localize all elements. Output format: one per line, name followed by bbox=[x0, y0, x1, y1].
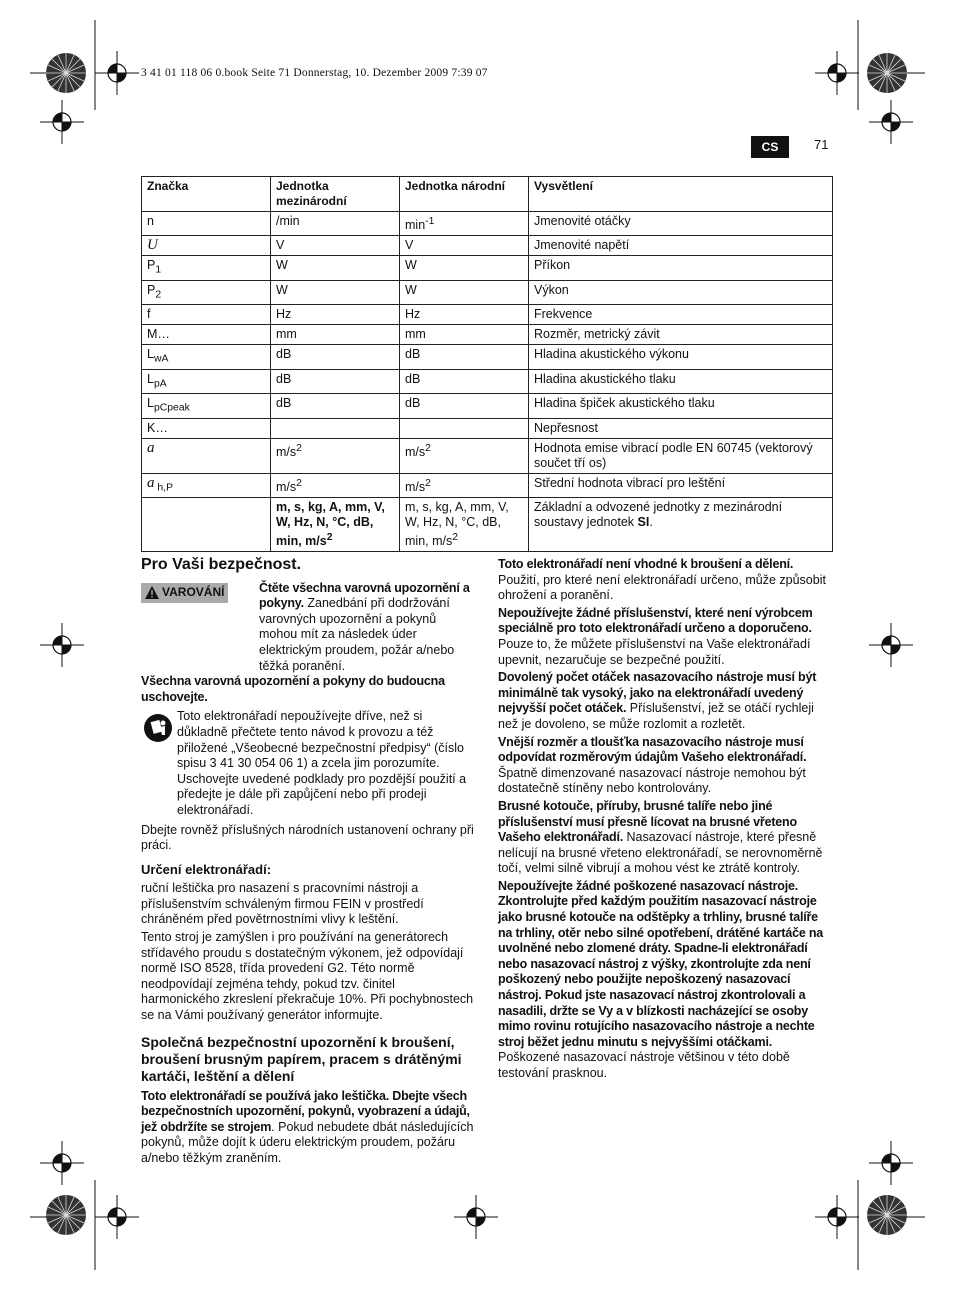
intl-unit-cell bbox=[271, 325, 400, 345]
cell-text: U bbox=[147, 237, 158, 254]
national-unit-cell bbox=[400, 236, 529, 256]
cell-text: dB bbox=[405, 347, 421, 362]
cell-text: W bbox=[405, 282, 417, 297]
table-row bbox=[142, 473, 833, 498]
cell-text: dB bbox=[276, 396, 292, 411]
national-unit-cell bbox=[400, 280, 529, 305]
cell-text: pA bbox=[153, 378, 167, 390]
symbol-cell bbox=[142, 394, 271, 419]
table-row bbox=[142, 305, 833, 325]
cell-text: mm bbox=[405, 327, 426, 342]
cell-text: Základní a odvozené jednotky z mezinárodní soustavy jednotek bbox=[534, 500, 783, 530]
cell-text: Hodnota emise vibrací podle EN 60745 (vektorový součet tří os) bbox=[534, 440, 813, 470]
warning-badge bbox=[141, 583, 228, 603]
file-info-line: 3 41 01 118 06 0.book Seite 71 Donnerstag, 10. Dezember 2009 7:39 07 bbox=[141, 67, 488, 79]
description-cell bbox=[529, 256, 833, 281]
common-safety-heading: Společná bezpečnostní upozornění k broušení, broušení brusným papírem, pracem s drátěnými kartáči, leštění a dělení bbox=[141, 1033, 462, 1084]
language-badge: CS bbox=[751, 136, 789, 158]
table-row bbox=[142, 418, 833, 438]
cell-text: 2 bbox=[452, 532, 459, 544]
table-header: Jednotka mezinárodní bbox=[271, 177, 400, 212]
description-cell bbox=[529, 280, 833, 305]
cell-text: M… bbox=[147, 327, 170, 342]
intl-unit-cell bbox=[271, 473, 400, 498]
r5-bold: Brusné kotouče, příruby, brusné talíře nebo jiné příslušenství musí přesně lícovat na brusné vřeteno Vašeho elektronářadí. bbox=[498, 798, 797, 845]
intl-unit-cell bbox=[271, 345, 400, 370]
cell-text: V bbox=[276, 238, 285, 253]
intl-unit-cell bbox=[271, 394, 400, 419]
cell-text: m/s bbox=[276, 444, 297, 459]
cell-text: Příkon bbox=[534, 258, 571, 273]
cell-text: W bbox=[276, 258, 288, 273]
common-text: . Pokud nebudete dbát následujících pokynů, může dojít k úderu elektrickým proudem, požáru a/nebo těžkým zraněním. bbox=[141, 1119, 474, 1165]
cell-text: mm bbox=[276, 327, 297, 342]
warning-read-text: Zanedbání při dodržování varovných upozornění a pokynů mohou mít za následek úder elektrickým proudem, požár a/nebo těžká poranění. bbox=[259, 596, 455, 673]
cell-text: 2 bbox=[296, 477, 302, 489]
intl-unit-cell bbox=[271, 256, 400, 281]
national-unit-cell bbox=[400, 345, 529, 370]
table-row bbox=[142, 498, 833, 552]
symbol-cell bbox=[142, 345, 271, 370]
cell-text: Hladina špiček akustického tlaku bbox=[534, 396, 715, 411]
cell-text: W bbox=[276, 282, 288, 297]
r1-text: Použití, pro které není elektronářadí určeno, může způsobit ohrožení a poranění. bbox=[498, 572, 826, 603]
cell-text: L bbox=[147, 371, 154, 386]
table-header: Vysvětlení bbox=[529, 177, 833, 212]
cell-text: Střední hodnota vibrací pro leštění bbox=[534, 475, 726, 490]
table-header: Značka bbox=[142, 177, 271, 212]
symbol-cell bbox=[142, 212, 271, 236]
right-column bbox=[498, 557, 833, 1084]
national-unit-cell bbox=[400, 305, 529, 325]
symbol-cell bbox=[142, 325, 271, 345]
description-cell bbox=[529, 473, 833, 498]
cell-text: m/s bbox=[405, 444, 426, 459]
r4-bold: Vnější rozměr a tloušťka nasazovacího nástroje musí odpovídat rozměrovým údajům Vašeho elektronářadí. bbox=[498, 734, 807, 765]
national-paragraph: Dbejte rovněž příslušných národních ustanovení ochrany při práci. bbox=[141, 822, 474, 853]
cell-text: 1 bbox=[155, 264, 162, 276]
purpose-paragraph-2: Tento stroj je zamýšlen i pro používání na generátorech střídavého proudu s dostatečným výkonem, jež odpovídají normě ISO 8528, třída provedení G2. Této normě neodpovídají zejména tehdy, pokud tzv. činitel harmonického zkreslení překračuje 10%. Při pochybnostech se na Vámi používaný generátor informujte. bbox=[141, 930, 474, 1023]
national-unit-cell bbox=[400, 418, 529, 438]
purpose-paragraph-1: ruční leštička pro nasazení s pracovními nástroji a příslušenstvím schváleným firmou FEIN v prostředí chráněném před povětrnostními vlivy k leštění. bbox=[141, 881, 424, 927]
cell-text: Hladina akustického výkonu bbox=[534, 347, 689, 362]
national-unit-cell bbox=[400, 369, 529, 394]
table-row bbox=[142, 325, 833, 345]
intl-unit-cell bbox=[271, 369, 400, 394]
r6-bold: Nepoužívejte žádné poškozené nasazovací nástroje. Zkontrolujte před každým použitím nasazovací nástroje jako brusné kotouče na odštěpky a trhliny, brusné talíře na trhliny, otěr nebo silné opotřebení, drátěné kartáče na uvolněné nebo zlomené dráty. Spadne-li elektronářadí nebo nasazovací nástroj z výšky, zkontrolujte zda není poškozený nebo použijte nepoškozený nasazovací nástroj. Pokud jste nasazovací nástroj zkontrolovali a nasadili, držte se Vy a v blízkosti nacházející se osoby mimo rovinu rotujícího nasazovacího nástroje a nechte stroj běžet jednu minutu s nejvyššími otáčkami. bbox=[498, 878, 824, 1049]
description-cell bbox=[529, 418, 833, 438]
cell-text: Hz bbox=[276, 307, 292, 322]
description-cell bbox=[529, 305, 833, 325]
cell-text: f bbox=[147, 307, 151, 322]
national-unit-cell bbox=[400, 498, 529, 552]
manual-paragraph: Toto elektronářadí nepoužívejte dříve, než si důkladně přečtete tento návod k provozu a též přiložené „Všeobecné bezpečnostní předpisy“ (číslo spisu 3 41 30 054 06 1) a zcela jim porozumíte. Uschovejte uvedené podklady pro pozdější použití a předejte je dále při zapůjčení nebo při prodeji elektronářadí. bbox=[177, 709, 467, 817]
national-unit-cell bbox=[400, 473, 529, 498]
cell-text: Rozměr, metrický závit bbox=[534, 327, 660, 342]
warning-keep: Všechna varovná upozornění a pokyny do budoucna uschovejte. bbox=[141, 674, 445, 704]
table-row bbox=[142, 438, 833, 473]
cell-text: dB bbox=[276, 347, 292, 362]
cell-text: L bbox=[147, 347, 154, 362]
symbol-cell bbox=[142, 498, 271, 552]
r6-text: Poškozené nasazovací nástroje většinou v této době testování prasknou. bbox=[498, 1050, 790, 1080]
r3-bold: Dovolený počet otáček nasazovacího nástroje musí být minimálně tak vysoký, jako na elektronářadí uvedený nejvyšší počet otáček. bbox=[498, 670, 817, 716]
description-cell bbox=[529, 212, 833, 236]
symbol-table bbox=[141, 176, 833, 552]
symbol-cell bbox=[142, 418, 271, 438]
intl-unit-cell bbox=[271, 305, 400, 325]
intl-unit-cell bbox=[271, 418, 400, 438]
section-title: Pro Vaši bezpečnost. bbox=[141, 556, 302, 573]
table-row bbox=[142, 256, 833, 281]
description-cell bbox=[529, 236, 833, 256]
left-column bbox=[141, 557, 476, 1169]
table-header-row bbox=[142, 177, 833, 212]
warning-label: VAROVÁNÍ bbox=[162, 584, 225, 599]
cell-text: m/s bbox=[276, 479, 297, 494]
purpose-heading: Určení elektronářadí: bbox=[141, 861, 272, 877]
cell-text: a bbox=[147, 439, 155, 456]
cell-text: h,P bbox=[154, 482, 174, 494]
table-header: Jednotka národní bbox=[400, 177, 529, 212]
description-cell bbox=[529, 345, 833, 370]
read-manual-icon bbox=[143, 713, 173, 743]
cell-text: pCpeak bbox=[153, 402, 190, 414]
cell-text: P bbox=[147, 258, 156, 273]
common-bold: Toto elektronářadí se používá jako leštička. Dbejte všech bezpečnostních upozornění, pokynů, vyobrazení a údajů, jež obdržíte se strojem bbox=[141, 1088, 470, 1134]
warning-read-bold: Čtěte všechna varovná upozornění a pokyny. bbox=[259, 580, 470, 611]
national-unit-cell bbox=[400, 256, 529, 281]
cell-text: m, s, kg, A, mm, V, W, Hz, N, °C, dB, min, m/s bbox=[405, 500, 509, 549]
intl-unit-cell bbox=[271, 438, 400, 473]
national-unit-cell bbox=[400, 394, 529, 419]
national-unit-cell bbox=[400, 212, 529, 236]
cell-text: dB bbox=[276, 371, 292, 386]
cell-text: wA bbox=[153, 353, 169, 365]
cell-text: dB bbox=[405, 396, 421, 411]
r5-text: Nasazovací nástroje, které přesně nelícují na brusné vřeteno elektronářadí, se nerovnoměrně točí, velmi silně vibrují a mohou vést ke ztrátě kontroly. bbox=[498, 830, 823, 876]
table-row bbox=[142, 345, 833, 370]
description-cell bbox=[529, 325, 833, 345]
table-row bbox=[142, 280, 833, 305]
cell-text: SI bbox=[637, 515, 650, 530]
warning-triangle-icon bbox=[145, 586, 159, 599]
table-row bbox=[142, 369, 833, 394]
symbol-cell bbox=[142, 305, 271, 325]
symbol-cell bbox=[142, 473, 271, 498]
symbol-cell bbox=[142, 369, 271, 394]
cell-text: Jmenovité otáčky bbox=[534, 214, 631, 228]
symbol-cell bbox=[142, 256, 271, 281]
cell-text: a bbox=[147, 474, 155, 491]
cell-text: Nepřesnost bbox=[534, 420, 598, 435]
national-unit-cell bbox=[400, 438, 529, 473]
cell-text: m, s, kg, A, mm, V, W, Hz, N, °C, dB, min, m/s bbox=[276, 500, 385, 549]
cell-text: 2 bbox=[326, 532, 333, 544]
cell-text: Hladina akustického tlaku bbox=[534, 371, 676, 386]
intl-unit-cell bbox=[271, 498, 400, 552]
cell-text: 2 bbox=[155, 289, 162, 301]
r1-bold: Toto elektronářadí není vhodné k broušení a dělení. bbox=[498, 557, 794, 571]
description-cell bbox=[529, 438, 833, 473]
cell-text: K… bbox=[147, 420, 168, 435]
r2-text: Pouze to, že můžete příslušenství na Vaše elektronářadí upevnit, nezaručuje se bezpečné použití. bbox=[498, 636, 811, 667]
cell-text: V bbox=[405, 238, 414, 253]
description-cell bbox=[529, 498, 833, 552]
table-row bbox=[142, 236, 833, 256]
cell-text: Jmenovité napětí bbox=[534, 238, 630, 253]
page-number: 71 bbox=[814, 137, 829, 152]
symbol-cell bbox=[142, 438, 271, 473]
symbol-cell bbox=[142, 236, 271, 256]
intl-unit-cell bbox=[271, 236, 400, 256]
cell-text: /min bbox=[276, 214, 300, 228]
cell-text: m/s bbox=[405, 479, 426, 494]
cell-text: P bbox=[147, 282, 156, 297]
cell-text: dB bbox=[405, 371, 421, 386]
cell-text: 2 bbox=[296, 442, 302, 454]
cell-text: . bbox=[649, 515, 653, 530]
r3-text: Příslušenství, jež se otáčí rychleji než je dovoleno, se může rozlomit a rozletět. bbox=[498, 701, 814, 731]
cell-text: -1 bbox=[425, 216, 435, 227]
cell-text: L bbox=[147, 396, 154, 411]
cell-text: Hz bbox=[405, 307, 421, 322]
table-row bbox=[142, 394, 833, 419]
cell-text: 2 bbox=[425, 477, 431, 489]
cell-text: min bbox=[405, 218, 426, 233]
intl-unit-cell bbox=[271, 280, 400, 305]
symbol-cell bbox=[142, 280, 271, 305]
national-unit-cell bbox=[400, 325, 529, 345]
intl-unit-cell bbox=[271, 212, 400, 236]
cell-text: Frekvence bbox=[534, 307, 593, 322]
cell-text: n bbox=[147, 214, 154, 228]
cell-text: 2 bbox=[425, 442, 431, 454]
table-row bbox=[142, 212, 833, 236]
cell-text: Výkon bbox=[534, 282, 569, 297]
r4-text: Špatně dimenzované nasazovací nástroje nemohou být dostatečně stíněny nebo kontrolovány. bbox=[498, 765, 806, 796]
r2-bold: Nepoužívejte žádné příslušenství, které není výrobcem speciálně pro toto elektronářadí určeno a doporučeno. bbox=[498, 605, 813, 636]
description-cell bbox=[529, 394, 833, 419]
description-cell bbox=[529, 369, 833, 394]
cell-text: W bbox=[405, 258, 417, 273]
